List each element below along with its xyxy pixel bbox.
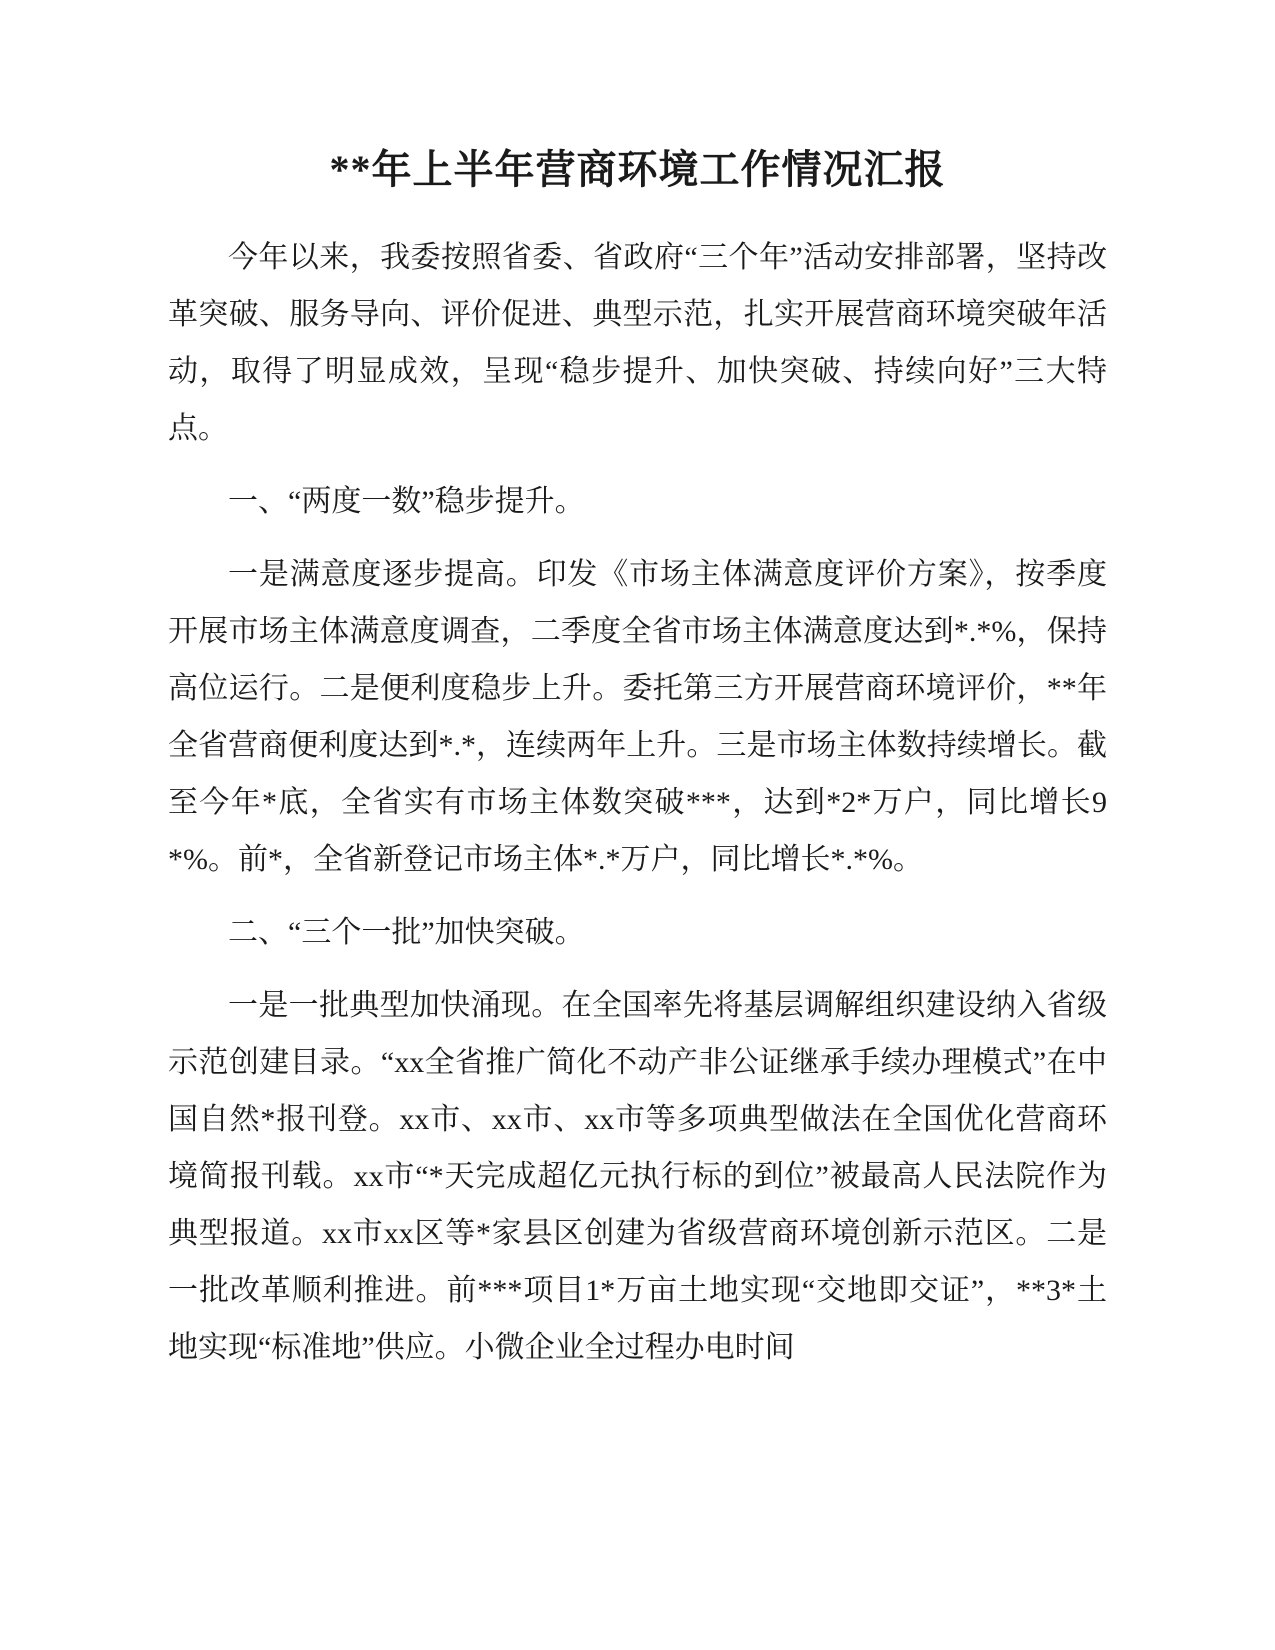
- paragraph-satisfaction-stats: 一是满意度逐步提高。印发《市场主体满意度评价方案》，按季度开展市场主体满意度调查，二季度全省市场主体满意度达到*.*%，保持高位运行。二是便利度稳步上升。委托第三方开展营商环境评价，**年全省营商便利度达到*.*，连续两年上升。三是市场主体数持续增长。截至今年*底，全省实有市场主体数突破***，达到*2*万户，同比增长9*%。前*，全省新登记市场主体*.*万户，同比增长*.*%。: [168, 558, 1107, 876]
- section-heading-two: 二、“三个一批”加快突破。: [228, 916, 585, 949]
- document-title: **年上半年营商环境工作情况汇报: [329, 147, 946, 192]
- section-heading-one: 一、“两度一数”稳步提升。: [228, 485, 585, 518]
- intro-paragraph: 今年以来，我委按照省委、省政府“三个年”活动安排部署，坚持改革突破、服务导向、评价促进、典型示范，扎实开展营商环境突破年活动，取得了明显成效，呈现“稳步提升、加快突破、持续向好”三大特点。: [168, 241, 1107, 445]
- paragraph-typical-cases: 一是一批典型加快涌现。在全国率先将基层调解组织建设纳入省级示范创建目录。“xx全省推广简化不动产非公证继承手续办理模式”在中国自然*报刊登。xx市、xx市、xx市等多项典型做法在全国优化营商环境简报刊载。xx市“*天完成超亿元执行标的到位”被最高人民法院作为典型报道。xx市xx区等*家县区创建为省级营商环境创新示范区。二是一批改革顺利推进。前***项目1*万亩土地实现“交地即交证”，**3*土地实现“标准地”供应。小微企业全过程办电时间: [168, 989, 1107, 1364]
